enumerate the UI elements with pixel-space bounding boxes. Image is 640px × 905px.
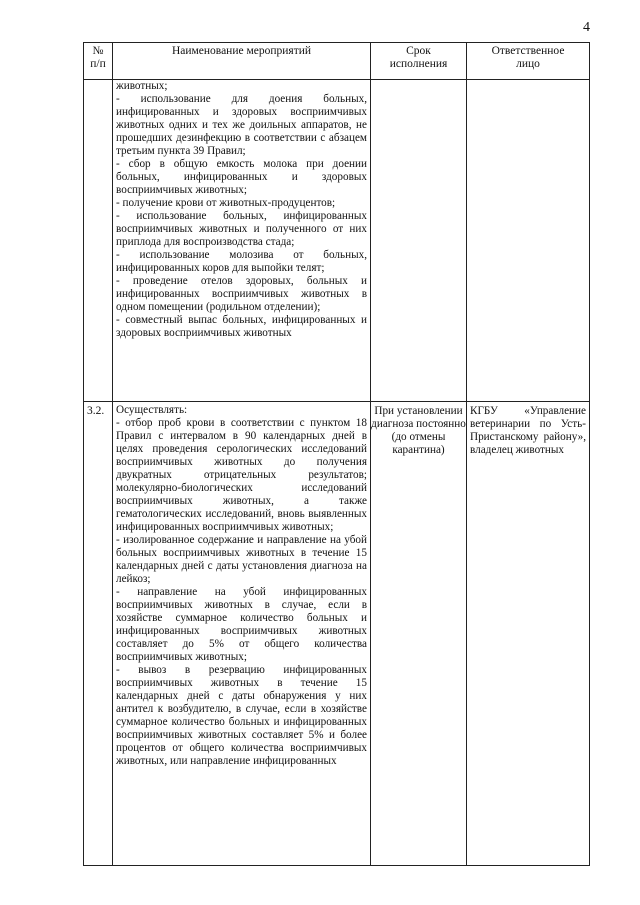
row-responsible (467, 80, 590, 402)
header-name: Наименование мероприятий (113, 43, 371, 80)
table-row (84, 80, 590, 402)
measure-item: - использование для доения больных, инфицированных и здоровых восприимчивых животных одних и тех же доильных аппаратов, не прошедших дезинфекцию в соответствии с абзацем третьим пункта 39 Правил; (116, 93, 367, 157)
row-term (371, 80, 467, 402)
measure-item: - отбор проб крови в соответствии с пунктом 18 Правил с интервалом в 90 календарных дней в целях проведения серологических исследований восприимчивых животных до получения двукратных отрицательных результатов; молекулярно-биологических исследований восприимчивых животных, а также гематологических исследований, вновь выявленных инфицированных восприимчивых животных; (116, 417, 367, 533)
page-number: 4 (583, 20, 590, 35)
measure-item: животных; (116, 80, 168, 92)
row-number: 3.2. (84, 402, 113, 866)
measure-item: - сбор в общую емкость молока при доении больных, инфицированных и здоровых восприимчивых животных; (116, 158, 367, 196)
measure-item: - использование молозива от больных, инфицированных коров для выпойки телят; (116, 249, 367, 274)
measure-item: - направление на убой инфицированных восприимчивых животных в случае, если в хозяйстве суммарное количество больных и инфицированных восприимчивых животных составляет до 5% от общего количества восприимчивых животных; (116, 586, 367, 663)
row-responsible: КГБУ «Управление ветеринарии по Усть-Пристанскому району», владелец животных (467, 402, 590, 866)
row-measures (113, 80, 371, 402)
header-responsible: Ответственное лицо (467, 43, 590, 80)
measure-item: - использование больных, инфицированных восприимчивых животных и полученного от них приплода для воспроизводства стада; (116, 210, 367, 248)
measure-item: - проведение отелов здоровых, больных и инфицированных восприимчивых животных в одном помещении (родильном отделении); (116, 275, 367, 313)
row-term: При установлении диагноза постоянно (до отмены карантина) (371, 402, 467, 866)
measure-item: - получение крови от животных-продуцентов; (116, 197, 336, 209)
row-measures (113, 402, 371, 866)
measure-item: - вывоз в резервацию инфицированных восприимчивых животных в течение 15 календарных дней с даты обнаружения у них антител к возбудителю, в случае, если в хозяйстве суммарное количество больных и инфицированных восприимчивых животных составляет 5% и более процентов от общего количества восприимчивых животных, или направление инфицированных (116, 664, 367, 767)
measure-item: Осуществлять: (116, 404, 188, 416)
measures-table (83, 42, 590, 866)
measure-item: - совместный выпас больных, инфицированных и здоровых восприимчивых животных (116, 314, 367, 339)
row-number (84, 80, 113, 402)
header-num: № п/п (84, 43, 113, 80)
measure-item: - изолированное содержание и направление на убой больных восприимчивых животных в течение 15 календарных дней с даты установления диагноза на лейкоз; (116, 534, 367, 585)
header-term: Срок исполнения (371, 43, 467, 80)
table-row (84, 402, 590, 866)
table-header-row (84, 43, 590, 80)
